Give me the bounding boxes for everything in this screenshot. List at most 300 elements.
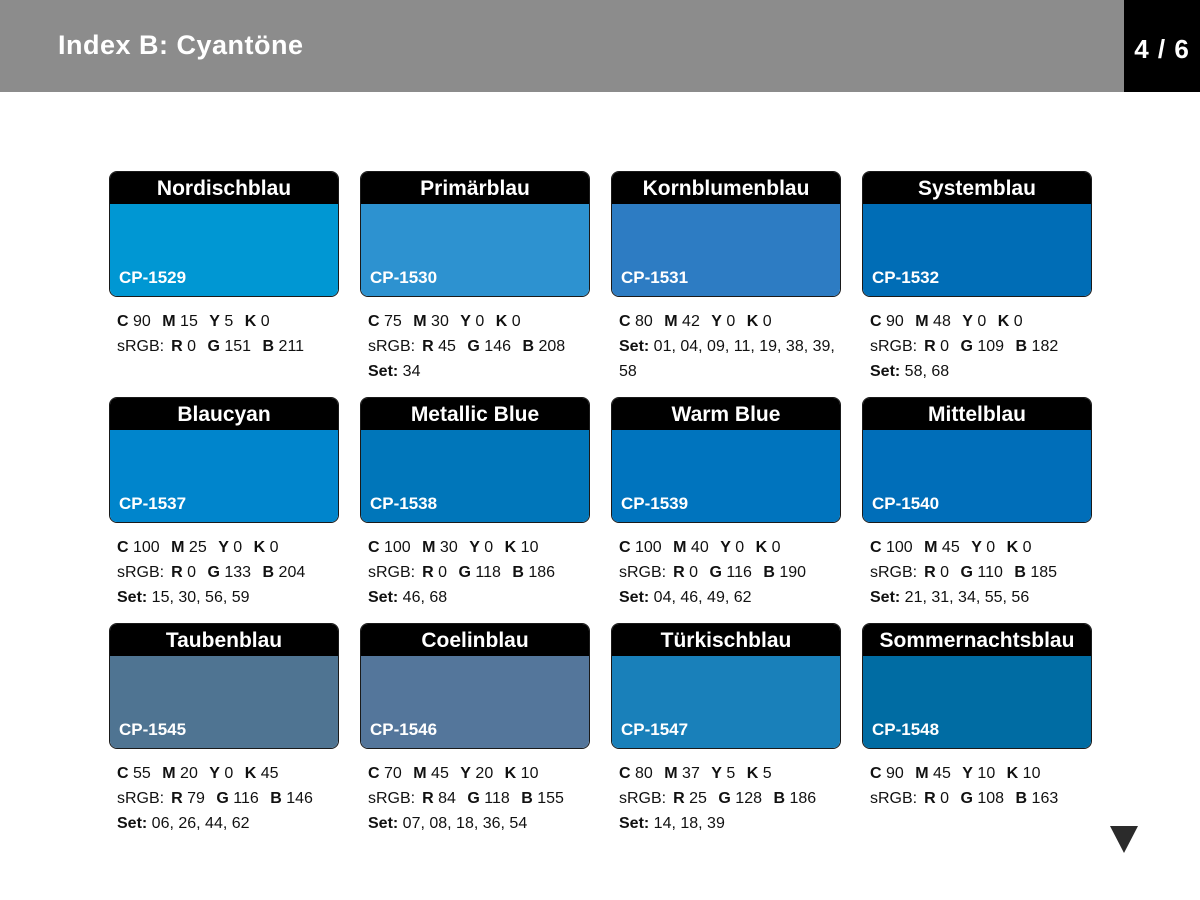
color-sample: [863, 656, 1091, 748]
cmyk-line: [117, 761, 339, 786]
cyan-label: C: [619, 539, 631, 556]
color-sample: [361, 430, 589, 522]
set-line: [870, 359, 1092, 384]
red-label: R: [924, 338, 936, 355]
srgb-label: sRGB:: [870, 790, 918, 807]
yellow-label: Y: [720, 539, 731, 556]
green-value: 118: [479, 790, 510, 807]
black-label: K: [495, 313, 508, 330]
srgb-line: [619, 786, 841, 811]
yellow-value: 0: [479, 539, 494, 556]
magenta-value: 45: [426, 765, 449, 782]
black-label: K: [746, 313, 759, 330]
magenta-value: 45: [928, 765, 951, 782]
red-value: 79: [182, 790, 205, 807]
swatch-card[interactable]: [360, 171, 590, 384]
yellow-value: 0: [219, 765, 234, 782]
cyan-value: 90: [881, 765, 904, 782]
red-value: 25: [684, 790, 707, 807]
cyan-label: C: [368, 313, 380, 330]
swatch-card[interactable]: [611, 623, 841, 836]
red-value: 0: [935, 790, 950, 807]
green-value: 118: [470, 564, 501, 581]
cyan-value: 100: [379, 539, 411, 556]
black-label: K: [244, 313, 257, 330]
color-values: [862, 761, 1092, 811]
black-label: K: [746, 765, 759, 782]
black-value: 10: [516, 765, 539, 782]
blue-label: B: [262, 338, 275, 355]
cmyk-line: [368, 309, 590, 334]
cmyk-line: [870, 761, 1092, 786]
swatch-box: [611, 171, 841, 297]
set-label: Set:: [619, 338, 650, 355]
set-value: 15, 30, 56, 59: [147, 589, 250, 606]
srgb-label: sRGB:: [870, 338, 918, 355]
set-label: Set:: [870, 363, 901, 380]
srgb-line: [368, 560, 590, 585]
set-line: [619, 811, 841, 836]
color-values: [109, 761, 339, 836]
color-sample: [110, 656, 338, 748]
blue-label: B: [1015, 338, 1028, 355]
set-label: Set:: [117, 815, 148, 832]
blue-label: B: [262, 564, 275, 581]
swatch-box: [360, 623, 590, 749]
cyan-label: C: [870, 539, 882, 556]
black-value: 0: [507, 313, 521, 330]
cyan-value: 90: [881, 313, 904, 330]
swatch-box: [862, 397, 1092, 523]
green-label: G: [718, 790, 731, 807]
swatch-box: [109, 623, 339, 749]
swatch-card[interactable]: [360, 397, 590, 610]
green-value: 128: [730, 790, 762, 807]
black-label: K: [997, 313, 1010, 330]
black-value: 0: [767, 539, 781, 556]
green-value: 116: [721, 564, 752, 581]
swatch-code: CP-1545: [119, 720, 187, 739]
color-values: [611, 761, 841, 836]
blue-label: B: [1015, 790, 1028, 807]
green-label: G: [467, 338, 480, 355]
magenta-label: M: [915, 313, 929, 330]
cyan-label: C: [368, 765, 380, 782]
srgb-label: sRGB:: [368, 790, 416, 807]
yellow-value: 0: [981, 539, 996, 556]
set-value: 14, 18, 39: [649, 815, 725, 832]
yellow-label: Y: [971, 539, 982, 556]
black-value: 0: [1018, 539, 1032, 556]
magenta-label: M: [422, 539, 436, 556]
cyan-label: C: [619, 765, 631, 782]
red-label: R: [422, 338, 434, 355]
black-value: 10: [516, 539, 539, 556]
magenta-label: M: [413, 313, 427, 330]
srgb-label: sRGB:: [870, 564, 918, 581]
set-label: Set:: [368, 589, 399, 606]
swatch-card[interactable]: [109, 171, 339, 359]
green-value: 151: [219, 338, 252, 355]
srgb-label: sRGB:: [619, 790, 667, 807]
swatch-box: [360, 397, 590, 523]
yellow-value: 5: [219, 313, 234, 330]
swatch-code: CP-1546: [370, 720, 438, 739]
magenta-label: M: [673, 539, 687, 556]
color-values: [360, 535, 590, 610]
red-label: R: [422, 790, 434, 807]
swatch-name: Kornblumenblau: [612, 172, 840, 204]
cmyk-line: [870, 535, 1092, 560]
blue-label: B: [763, 564, 775, 581]
green-value: 133: [219, 564, 252, 581]
swatch-name: Blaucyan: [110, 398, 338, 430]
red-value: 0: [935, 564, 950, 581]
next-page-arrow-icon[interactable]: [1110, 826, 1138, 853]
cyan-label: C: [870, 313, 882, 330]
cmyk-line: [619, 309, 841, 334]
yellow-label: Y: [962, 765, 973, 782]
color-values: [611, 535, 841, 610]
magenta-label: M: [162, 765, 176, 782]
color-sample: [110, 430, 338, 522]
color-sample: [361, 204, 589, 296]
color-values: [360, 309, 590, 384]
swatch-box: [862, 623, 1092, 749]
magenta-value: 40: [686, 539, 709, 556]
black-value: 0: [256, 313, 270, 330]
swatch-code: CP-1538: [370, 494, 438, 513]
blue-label: B: [270, 790, 282, 807]
srgb-label: sRGB:: [368, 564, 416, 581]
black-label: K: [244, 765, 257, 782]
set-label: Set:: [368, 815, 399, 832]
swatch-code: CP-1532: [872, 268, 940, 287]
red-label: R: [924, 564, 936, 581]
color-values: [862, 535, 1092, 610]
color-values: [611, 309, 841, 384]
yellow-value: 0: [470, 313, 485, 330]
red-value: 0: [433, 564, 448, 581]
green-label: G: [458, 564, 471, 581]
blue-label: B: [521, 790, 533, 807]
magenta-value: 45: [937, 539, 960, 556]
swatch-code: CP-1548: [872, 720, 940, 739]
magenta-value: 30: [426, 313, 449, 330]
set-value: 06, 26, 44, 62: [147, 815, 250, 832]
yellow-value: 20: [470, 765, 494, 782]
blue-value: 208: [534, 338, 566, 355]
set-line: [619, 334, 841, 384]
red-label: R: [673, 564, 685, 581]
swatch-name: Taubenblau: [110, 624, 338, 656]
magenta-label: M: [924, 539, 938, 556]
cyan-label: C: [117, 539, 129, 556]
cyan-value: 80: [630, 765, 653, 782]
red-value: 0: [935, 338, 950, 355]
swatch-code: CP-1530: [370, 268, 438, 287]
red-label: R: [171, 790, 183, 807]
srgb-label: sRGB:: [117, 564, 165, 581]
black-value: 0: [1009, 313, 1023, 330]
set-label: Set:: [870, 589, 901, 606]
color-sample: [612, 204, 840, 296]
red-label: R: [422, 564, 434, 581]
magenta-value: 42: [677, 313, 700, 330]
color-sample: [110, 204, 338, 296]
cyan-label: C: [117, 313, 129, 330]
swatch-card[interactable]: [862, 397, 1092, 610]
swatch-box: [611, 623, 841, 749]
black-label: K: [1006, 539, 1019, 556]
yellow-label: Y: [218, 539, 229, 556]
swatch-card[interactable]: [611, 397, 841, 610]
cyan-label: C: [870, 765, 882, 782]
magenta-label: M: [664, 765, 678, 782]
green-label: G: [467, 790, 480, 807]
srgb-label: sRGB:: [368, 338, 416, 355]
cyan-value: 80: [630, 313, 653, 330]
set-line: [368, 585, 590, 610]
black-value: 0: [758, 313, 772, 330]
page-title: Index B: Cyantöne: [58, 30, 304, 60]
blue-value: 186: [785, 790, 817, 807]
header-bar: [0, 0, 1124, 92]
srgb-label: sRGB:: [619, 564, 667, 581]
cyan-value: 100: [881, 539, 913, 556]
cyan-value: 55: [128, 765, 151, 782]
yellow-label: Y: [711, 765, 722, 782]
swatch-card[interactable]: [611, 171, 841, 384]
magenta-value: 30: [435, 539, 458, 556]
set-value: 34: [398, 363, 421, 380]
swatch-box: [360, 171, 590, 297]
green-label: G: [960, 790, 973, 807]
cyan-label: C: [117, 765, 129, 782]
black-value: 10: [1018, 765, 1041, 782]
page-number: 4 / 6: [1134, 34, 1190, 64]
swatch-code: CP-1547: [621, 720, 689, 739]
blue-value: 211: [274, 338, 305, 355]
magenta-label: M: [171, 539, 185, 556]
color-sample: [361, 656, 589, 748]
swatch-name: Mittelblau: [863, 398, 1091, 430]
cmyk-line: [117, 309, 339, 334]
yellow-value: 0: [228, 539, 243, 556]
black-value: 0: [265, 539, 279, 556]
red-label: R: [673, 790, 685, 807]
black-value: 5: [758, 765, 772, 782]
swatch-box: [109, 171, 339, 297]
swatch-code: CP-1531: [621, 268, 689, 287]
red-value: 0: [684, 564, 699, 581]
swatch-box: [862, 171, 1092, 297]
srgb-label: sRGB:: [117, 790, 165, 807]
blue-label: B: [773, 790, 785, 807]
swatch-code: CP-1537: [119, 494, 187, 513]
blue-value: 182: [1027, 338, 1059, 355]
magenta-label: M: [664, 313, 678, 330]
red-value: 84: [433, 790, 456, 807]
cyan-value: 100: [128, 539, 160, 556]
green-label: G: [216, 790, 229, 807]
magenta-value: 48: [928, 313, 951, 330]
swatch-code: CP-1539: [621, 494, 689, 513]
swatch-name: Primärblau: [361, 172, 589, 204]
srgb-line: [619, 560, 841, 585]
set-line: [368, 359, 590, 384]
yellow-value: 0: [730, 539, 745, 556]
set-line: [619, 585, 841, 610]
green-label: G: [960, 564, 973, 581]
black-label: K: [253, 539, 266, 556]
red-value: 45: [433, 338, 456, 355]
srgb-line: [870, 560, 1092, 585]
swatch-name: Metallic Blue: [361, 398, 589, 430]
red-value: 0: [182, 338, 197, 355]
srgb-line: [117, 786, 339, 811]
magenta-value: 25: [184, 539, 207, 556]
cyan-label: C: [368, 539, 380, 556]
yellow-label: Y: [460, 313, 471, 330]
swatch-name: Warm Blue: [612, 398, 840, 430]
srgb-line: [117, 560, 339, 585]
set-label: Set:: [619, 589, 650, 606]
green-value: 109: [972, 338, 1005, 355]
blue-value: 146: [281, 790, 313, 807]
red-label: R: [171, 564, 183, 581]
set-line: [870, 585, 1092, 610]
magenta-label: M: [413, 765, 427, 782]
srgb-line: [870, 334, 1092, 359]
yellow-value: 10: [972, 765, 996, 782]
cyan-value: 75: [379, 313, 402, 330]
swatch-name: Coelinblau: [361, 624, 589, 656]
green-value: 116: [228, 790, 259, 807]
srgb-line: [870, 786, 1092, 811]
cyan-value: 100: [630, 539, 662, 556]
swatch-box: [109, 397, 339, 523]
blue-value: 204: [274, 564, 306, 581]
blue-label: B: [512, 564, 524, 581]
magenta-label: M: [915, 765, 929, 782]
green-label: G: [207, 564, 220, 581]
color-values: [862, 309, 1092, 384]
swatch-card[interactable]: [862, 171, 1092, 384]
set-line: [368, 811, 590, 836]
set-value: 21, 31, 34, 55, 56: [900, 589, 1030, 606]
set-value: 01, 04, 09, 11, 19, 38, 39, 58: [619, 338, 835, 380]
black-label: K: [1006, 765, 1019, 782]
yellow-label: Y: [209, 313, 220, 330]
color-values: [109, 535, 339, 610]
swatch-card[interactable]: [109, 397, 339, 610]
red-label: R: [171, 338, 183, 355]
set-value: 04, 46, 49, 62: [649, 589, 752, 606]
cmyk-line: [870, 309, 1092, 334]
red-value: 0: [182, 564, 197, 581]
swatch-card[interactable]: [862, 623, 1092, 811]
set-label: Set:: [117, 589, 148, 606]
srgb-line: [117, 334, 339, 359]
blue-value: 190: [774, 564, 807, 581]
set-value: 58, 68: [900, 363, 950, 380]
green-label: G: [709, 564, 722, 581]
cyan-label: C: [619, 313, 631, 330]
swatch-box: [611, 397, 841, 523]
set-label: Set:: [368, 363, 399, 380]
yellow-value: 5: [721, 765, 736, 782]
swatch-name: Sommernachtsblau: [863, 624, 1091, 656]
yellow-label: Y: [711, 313, 722, 330]
blue-value: 185: [1025, 564, 1058, 581]
yellow-label: Y: [469, 539, 480, 556]
color-values: [109, 309, 339, 359]
set-value: 46, 68: [398, 589, 448, 606]
yellow-label: Y: [209, 765, 220, 782]
black-label: K: [755, 539, 768, 556]
yellow-label: Y: [460, 765, 471, 782]
black-value: 45: [256, 765, 279, 782]
cmyk-line: [619, 761, 841, 786]
swatch-name: Nordischblau: [110, 172, 338, 204]
blue-label: B: [522, 338, 534, 355]
srgb-line: [368, 334, 590, 359]
swatch-card[interactable]: [360, 623, 590, 836]
set-line: [117, 811, 339, 836]
green-value: 108: [972, 790, 1005, 807]
srgb-label: sRGB:: [117, 338, 165, 355]
yellow-value: 0: [721, 313, 736, 330]
blue-label: B: [1014, 564, 1026, 581]
green-label: G: [960, 338, 973, 355]
color-values: [360, 761, 590, 836]
yellow-value: 0: [972, 313, 987, 330]
cmyk-line: [368, 761, 590, 786]
set-value: 07, 08, 18, 36, 54: [398, 815, 528, 832]
swatch-card[interactable]: [109, 623, 339, 836]
swatch-code: CP-1529: [119, 268, 187, 287]
cmyk-line: [368, 535, 590, 560]
cyan-value: 90: [128, 313, 151, 330]
color-sample: [863, 204, 1091, 296]
cyan-value: 70: [379, 765, 402, 782]
black-label: K: [504, 765, 517, 782]
magenta-label: M: [162, 313, 176, 330]
yellow-label: Y: [962, 313, 973, 330]
srgb-line: [368, 786, 590, 811]
swatch-code: CP-1540: [872, 494, 940, 513]
color-sample: [612, 656, 840, 748]
magenta-value: 20: [175, 765, 198, 782]
cmyk-line: [619, 535, 841, 560]
red-label: R: [924, 790, 936, 807]
green-label: G: [207, 338, 220, 355]
green-value: 110: [972, 564, 1003, 581]
color-sample: [863, 430, 1091, 522]
blue-value: 163: [1027, 790, 1059, 807]
magenta-value: 37: [677, 765, 700, 782]
blue-value: 186: [523, 564, 556, 581]
page-indicator: [1124, 0, 1200, 92]
swatch-name: Türkischblau: [612, 624, 840, 656]
set-label: Set:: [619, 815, 650, 832]
cmyk-line: [117, 535, 339, 560]
set-line: [117, 585, 339, 610]
green-value: 146: [479, 338, 511, 355]
black-label: K: [504, 539, 517, 556]
blue-value: 155: [532, 790, 564, 807]
